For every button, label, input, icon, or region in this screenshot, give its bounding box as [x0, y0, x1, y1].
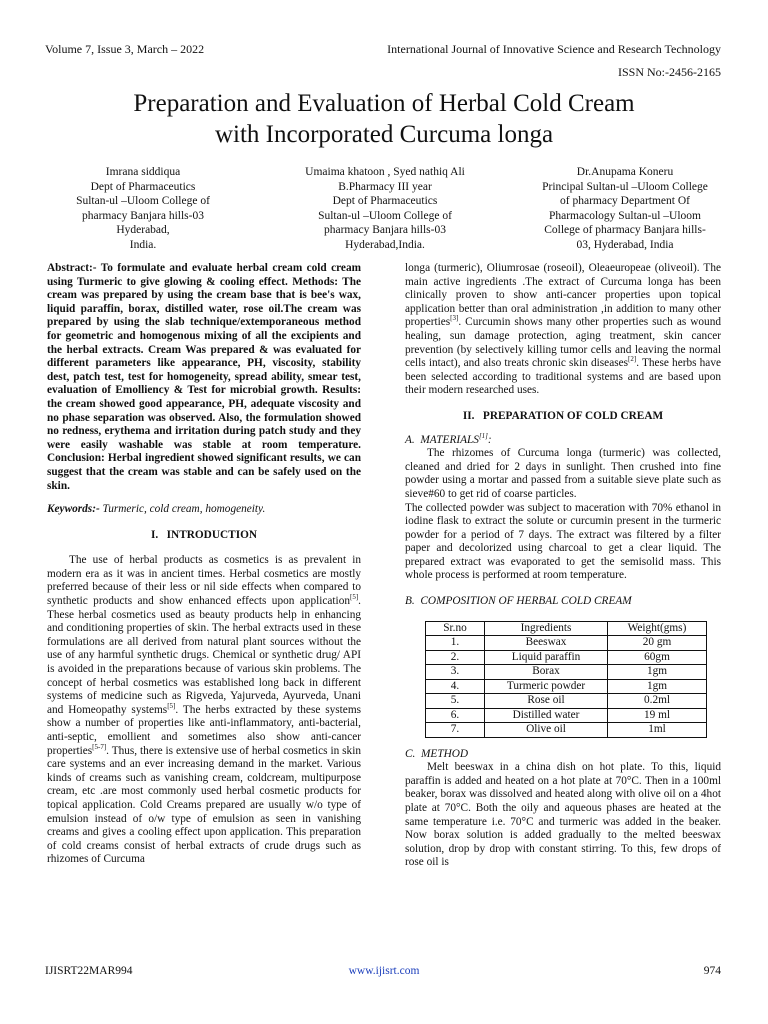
issn: ISSN No:-2456-2165: [617, 65, 721, 79]
keywords-text: Turmeric, cold cream, homogeneity.: [102, 503, 266, 516]
table-cell: 6.: [426, 708, 485, 723]
author-line: Principal Sultan-ul –Uloom College: [542, 180, 708, 193]
author-line: Hyderabad,India.: [345, 238, 425, 251]
subheading-method: C. METHOD: [405, 747, 469, 760]
table-row: [426, 636, 707, 651]
author-line: Dept of Pharmaceutics: [90, 180, 196, 193]
table-cell: 20 gm: [608, 636, 707, 651]
author-line: Sultan-ul –Uloom College of: [76, 195, 210, 207]
table-cell: 1gm: [608, 679, 707, 694]
journal-url-link[interactable]: www.ijisrt.com: [348, 965, 420, 977]
journal-name: International Journal of Innovative Science and Research Technology: [387, 42, 721, 56]
subheading-composition: B. COMPOSITION OF HERBAL COLD CREAM: [405, 595, 632, 608]
title-line-1: Preparation and Evaluation of Herbal Cold Cream: [133, 90, 635, 117]
author-line: Dept of Pharmaceutics: [332, 195, 438, 207]
table-cell: 1gm: [608, 665, 707, 680]
author-block-1: [48, 165, 238, 252]
author-line: Pharmacology Sultan-ul –Uloom: [548, 209, 702, 222]
method-paragraph: Melt beeswax in a china dish on hot plate. To this, liquid paraffin is added and heated on a hot plate at 70°C. Then in a 100ml beaker, borax was dissolved and heated along with olive oil on a 4hot plate at 70°C. Both the oily and aqueous phases are heated at the same temperature i.e. 70°C and turmeric was added in the beaker. Now borax solution is added gradually to the melted beeswax solution, drop by drop with constant stirring. To this, few drops of rose oil is: [405, 761, 721, 869]
citation: [3]: [450, 314, 459, 323]
materials-paragraph-2: The collected powder was subject to maceration with 70% ethanol in iodine flask to extract the solute or curcumin present in the turmeric powder for a period of 7 days. The extract was filtered by a filter paper and decolorized using charcoal to get a clear liquid. The prepared extract was evaporated to get the semisolid mass. This whole process is performed at room temperature.: [405, 501, 721, 582]
paper-id: IJISRT22MAR994: [45, 965, 133, 977]
intro-text: The use of herbal products as cosmetics is as prevalent in modern era as it was in ancient times. Herbal cosmetics are mostly preferred because of their less or nil side effects when compared to synthetic products and show enhanced effects upon application: [47, 554, 361, 608]
keywords-label: Keywords:-: [47, 503, 100, 516]
table-row: [426, 694, 707, 709]
body-text: longa (turmeric), Oliumrosae (roseoil), Oleaeuropeae (oliveoil). The main active ingredients .The extract of Curcuma longa has been clinically proven to show anti-cancer properties upon topical application better than oral administration ,in addition to many other properties: [405, 262, 721, 329]
author-line: College of pharmacy Banjara hills-: [544, 224, 706, 236]
page-number: 974: [703, 965, 721, 977]
intro-text: . These herbal cosmetics used as beauty products help in enhancing and conditioning properties of skin. The herbal extracts used in these formulations are all derived from natural plant sources without the use of any harmful synthetic drugs. Chemical or synthetic drug/ API is avoided in the preparations because of various skin problems. The concept of herbal cosmetics was established long back in different systems of medicine such as Rigveda, Yajurveda, Ayurveda, Unani and Homeopathy systems: [47, 595, 361, 716]
abstract: [47, 262, 361, 493]
citation: [5]: [350, 593, 359, 602]
intro-text: . Thus, there is extensive use of herbal cosmetics in skin care systems and an ever increasing demand in the market. Various kinds of creams such as vanishing cream, coldcream, multipurpose cream, etc .are most commonly used herbal cosmetic products for topical application. Cold Creams prepared are usually w/o type of emulsion instead of o/w type of emulsion as seen in vanishing creams and gives a cooling effect upon application. This preparation of cold creams consist of herbal extracts of crude drugs such as rhizomes of Curcuma: [47, 744, 361, 866]
intro-paragraph: [47, 554, 361, 867]
citation: [1]: [478, 431, 488, 440]
intro-continuation: [405, 262, 721, 398]
table-cell: 1.: [426, 636, 485, 651]
keywords: [47, 503, 361, 517]
table-cell: 2.: [426, 650, 485, 665]
table-cell: Rose oil: [485, 694, 608, 709]
table-row: [426, 665, 707, 680]
table-row: [426, 723, 707, 738]
abstract-text: To formulate and evaluate herbal cream cold cream using Turmeric to give glowing & cooling effect. Methods: The cream was prepared by using the cream base that is bee's wax, liquid paraffin, borax, distilled water, rose oil.The cream was prepared by using the slab technique/extemporaneous method for geometric and homogenous mixing of all the excipients and the herbal extracts. Cream Was prepared & was evaluated for different parameters like appearance, PH, viscosity, stability dest, patch test, test for homogeneity, spread ability, smear test, evaluation of Emolliency & Test for microbial growth. Results: the cream showed good appearance, PH, adequate viscosity and no phase separation was observed. Also, the formulation showed no redness, erythema and irritation during patch study and they were easily washable was stable at room temperature. Conclusion: Herbal ingredient showed significant results, we can suggest that the cream was stable and can be safely used on the skin.: [47, 262, 361, 492]
table-cell: Olive oil: [485, 723, 608, 738]
table-cell: 4.: [426, 679, 485, 694]
table-header-row: [426, 621, 707, 636]
body-text: . Curcumin shows many other properties such as wound healing, sun damage protection, aging treatment, skin cancer prevention (by selectively killing tumor cells and leaving the normal cells intact), and also treats chronic skin diseases: [405, 316, 721, 370]
author-line: Dr.Anupama Koneru: [576, 166, 674, 178]
paper-title: [0, 88, 768, 150]
section-heading-preparation: II. PREPARATION OF COLD CREAM: [462, 409, 664, 422]
table-cell: 60gm: [608, 650, 707, 665]
author-line: India.: [129, 238, 157, 251]
author-line: B.Pharmacy III year: [338, 180, 432, 193]
citation: [5-7]: [92, 742, 107, 751]
table-cell: 19 ml: [608, 708, 707, 723]
table-cell: 5.: [426, 694, 485, 709]
materials-paragraph-1: The rhizomes of Curcuma longa (turmeric) was collected, cleaned and dried for 2 days in sunlight. Then crushed into fine powder using a mortar and passed from a suitable sieve plate such as sieve#60 to get rid of coarse particles.: [405, 447, 721, 500]
table-cell: 0.2ml: [608, 694, 707, 709]
composition-table: [425, 621, 707, 738]
table-header: Sr.no: [426, 621, 485, 636]
table-cell: Distilled water: [485, 708, 608, 723]
abstract-label: Abstract:-: [47, 262, 97, 274]
title-line-2: with Incorporated Curcuma longa: [214, 121, 554, 148]
author-line: 03, Hyderabad, India: [576, 238, 674, 251]
table-cell: Liquid paraffin: [485, 650, 608, 665]
table-cell: 1ml: [608, 723, 707, 738]
citation: [5]: [167, 702, 176, 711]
table-cell: 3.: [426, 665, 485, 680]
author-line: of pharmacy Department Of: [560, 195, 690, 207]
right-column: [405, 262, 721, 870]
subheading-text: :: [487, 433, 492, 446]
intro-text: . The herbs extracted by these systems show a number of properties like anti-inflammatory, anti-bacterial, anti-septic, emollient and sometimes also show anti-cancer properties: [47, 703, 362, 757]
table-cell: 7.: [426, 723, 485, 738]
author-line: Hyderabad,: [116, 224, 170, 236]
volume-info: Volume 7, Issue 3, March – 2022: [45, 42, 205, 56]
body-text: . These herbs have been selected according to traditional systems and are based upon their modern researched uses.: [405, 357, 721, 397]
author-line: Sultan-ul –Uloom College of: [318, 209, 452, 222]
table-header: Ingredients: [485, 621, 608, 636]
table-row: [426, 650, 707, 665]
author-block-2: [285, 165, 485, 252]
table-row: [426, 708, 707, 723]
subheading-materials: [405, 431, 721, 448]
subheading-text: A. MATERIALS: [405, 433, 479, 446]
section-heading-introduction: I. INTRODUCTION: [150, 528, 258, 541]
citation: [2]: [628, 355, 637, 364]
author-line: pharmacy Banjara hills-03: [82, 209, 204, 222]
author-block-3: [525, 165, 725, 252]
left-column: [47, 262, 361, 867]
table-cell: Turmeric powder: [485, 679, 608, 694]
table-header: Weight(gms): [608, 621, 707, 636]
author-line: pharmacy Banjara hills-03: [324, 224, 446, 236]
author-line: Imrana siddiqua: [105, 166, 181, 178]
table-cell: Borax: [485, 665, 608, 680]
author-line: Umaima khatoon , Syed nathiq Ali: [305, 166, 465, 178]
table-row: [426, 679, 707, 694]
table-cell: Beeswax: [485, 636, 608, 651]
